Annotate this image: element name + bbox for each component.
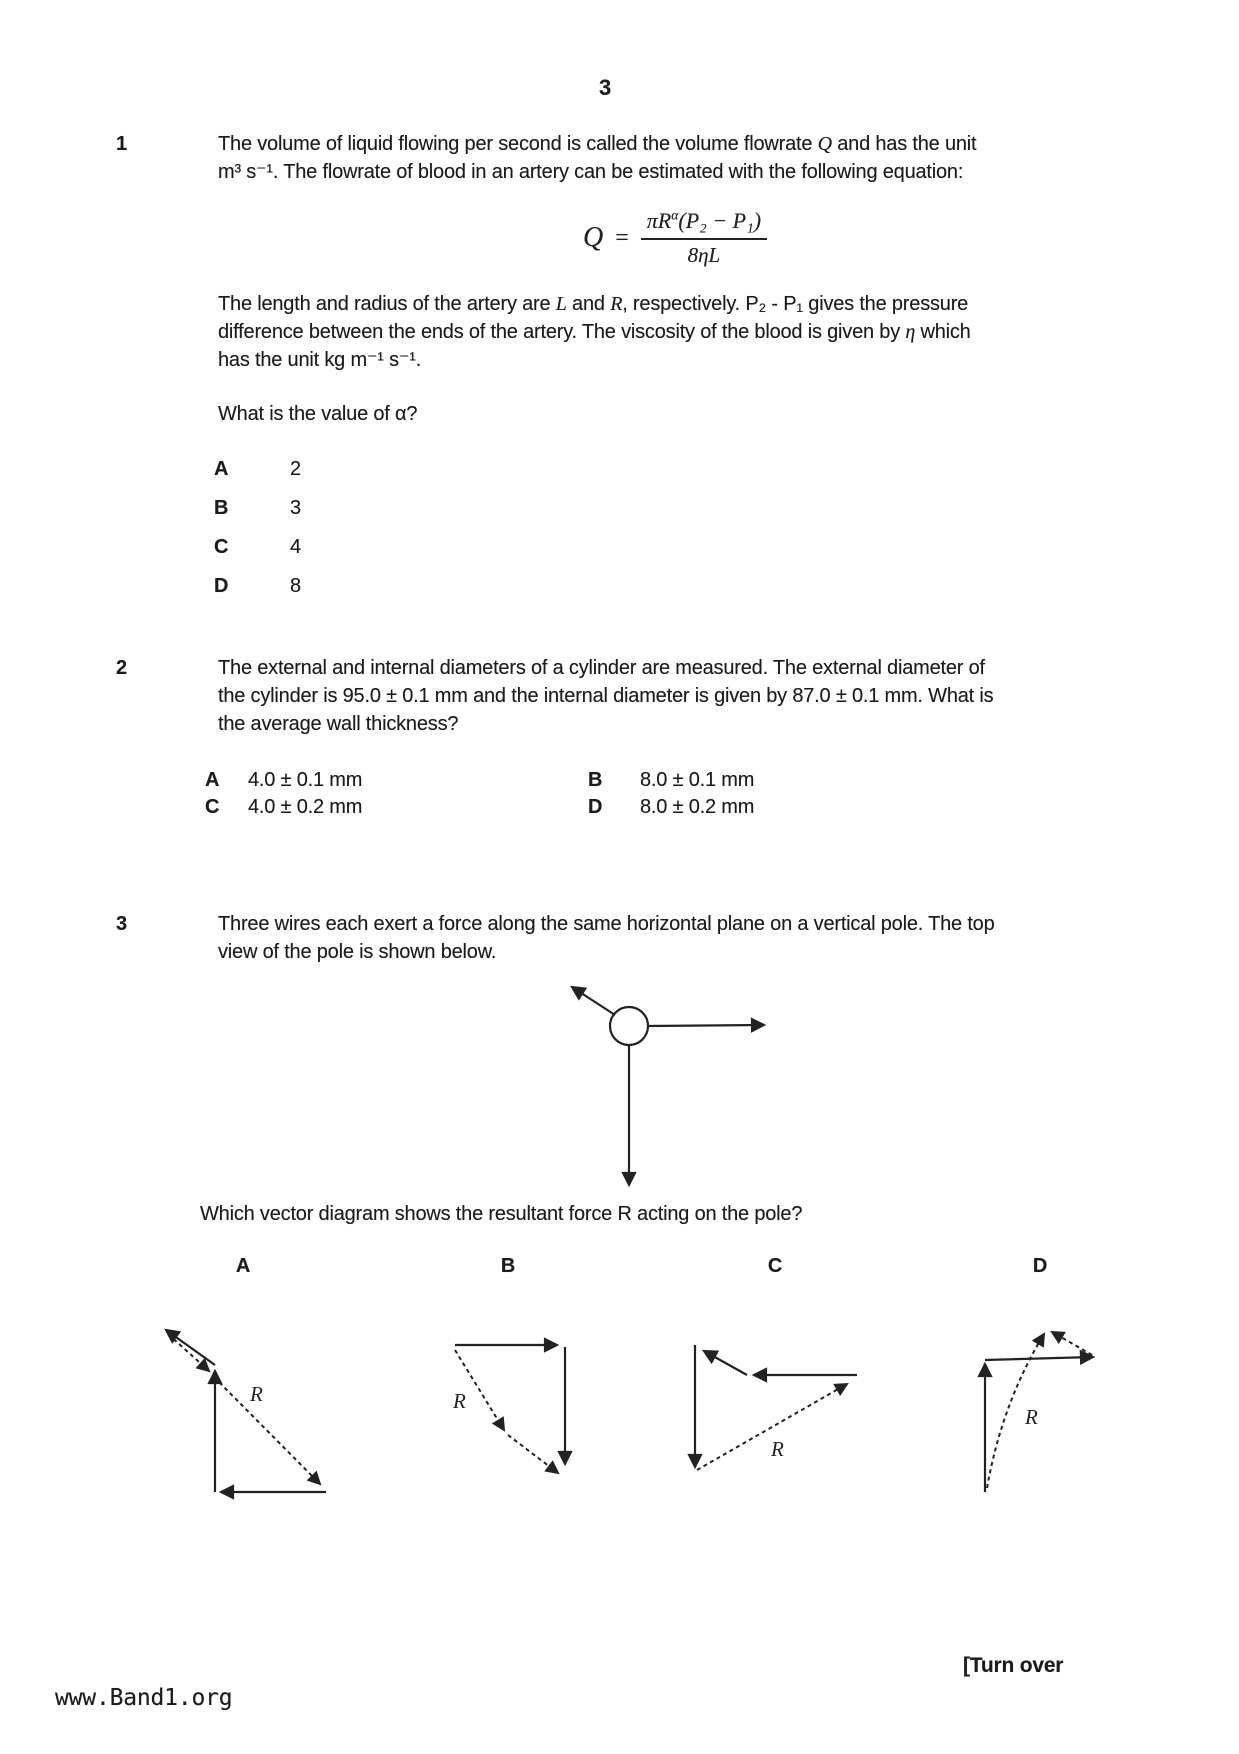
q1-option-a-value: 2 — [290, 458, 301, 480]
q1-para1-line2: m³ s⁻¹. The flowrate of blood in an artery can be estimated with the following equation: — [218, 161, 964, 183]
q2-line2: the cylinder is 95.0 ± 0.1 mm and the internal diameter is given by 87.0 ± 0.1 mm. What is — [218, 685, 994, 707]
force-arrow-east — [648, 1025, 764, 1026]
q1-equation — [583, 208, 767, 268]
q2-option-a-letter: A — [205, 769, 220, 791]
q2-option-a-value: 4.0 ± 0.1 mm — [248, 769, 363, 791]
vector-diagram-a — [130, 1305, 360, 1505]
q1-number: 1 — [116, 133, 127, 155]
pole-circle — [610, 1007, 648, 1045]
q2-option-b-letter: B — [588, 769, 603, 791]
q1-para1-line1: The volume of liquid flowing per second is called the volume flowrate Q and has the unit — [218, 133, 977, 155]
q3-line2: view of the pole is shown below. — [218, 941, 497, 963]
vector-northwest — [166, 1330, 215, 1365]
resultant-label: R — [250, 1382, 263, 1406]
q2-line1: The external and internal diameters of a cylinder are measured. The external diameter of — [218, 657, 985, 679]
q3-number: 3 — [116, 913, 127, 935]
resultant-dashed-segment-1 — [168, 1334, 209, 1371]
diagram-label-c: C — [767, 1255, 783, 1277]
q2-option-c-letter: C — [205, 796, 220, 818]
vector-diagram-b — [395, 1320, 605, 1490]
q1-para2-line3: has the unit kg m⁻¹ s⁻¹. — [218, 349, 422, 371]
resultant-dashed-segment-2 — [508, 1435, 558, 1473]
q1-question: What is the value of α? — [218, 403, 418, 425]
q3-question: Which vector diagram shows the resultant force R acting on the pole? — [200, 1203, 803, 1225]
equation-fraction — [641, 208, 767, 268]
force-arrow-northwest — [572, 987, 615, 1015]
q1-option-c-value: 4 — [290, 536, 301, 558]
diagram-label-d: D — [1032, 1255, 1048, 1277]
vector-northwest — [704, 1351, 747, 1375]
page-number: 3 — [598, 75, 612, 100]
vector-northwest-dashed — [1052, 1332, 1092, 1355]
equation-lhs: Q — [583, 222, 604, 253]
diagram-label-b: B — [500, 1255, 516, 1277]
q1-option-a-letter: A — [214, 458, 229, 480]
q2-option-d-value: 8.0 ± 0.2 mm — [640, 796, 755, 818]
vector-diagram-d — [940, 1308, 1120, 1508]
q2-option-b-value: 8.0 ± 0.1 mm — [640, 769, 755, 791]
resultant-label: R — [453, 1389, 466, 1413]
q2-number: 2 — [116, 657, 127, 679]
q1-para2-line2: difference between the ends of the artery. The viscosity of the blood is given by η which — [218, 321, 971, 343]
q1-option-b-value: 3 — [290, 497, 301, 519]
resultant-dashed-segment-2 — [214, 1377, 320, 1484]
q1-para2-line1: The length and radius of the artery are L and R, respectively. P₂ - P₁ gives the pressure — [218, 293, 969, 315]
vector-diagram-c — [655, 1320, 885, 1485]
q1-option-d-value: 8 — [290, 575, 301, 597]
q1-option-d-letter: D — [214, 575, 229, 597]
q1-option-c-letter: C — [214, 536, 229, 558]
equation-numerator: $\pi R^\alpha(P_2 - P_1)$ — [641, 208, 767, 240]
equation-equals: = — [615, 224, 629, 251]
vector-right — [985, 1357, 1093, 1360]
q2-line3: the average wall thickness? — [218, 713, 459, 735]
equation-denominator: 8ηL — [687, 243, 721, 267]
turn-over-note: [Turn over — [963, 1654, 1064, 1677]
q2-option-d-letter: D — [588, 796, 603, 818]
pole-top-view-diagram — [540, 958, 790, 1203]
resultant-label: R — [1025, 1405, 1038, 1429]
diagram-label-a: A — [235, 1255, 251, 1277]
q2-option-c-value: 4.0 ± 0.2 mm — [248, 796, 363, 818]
website-watermark: www.Band1.org — [55, 1685, 233, 1711]
q3-line1: Three wires each exert a force along the same horizontal plane on a vertical pole. The top — [218, 913, 995, 935]
resultant-label: R — [771, 1437, 784, 1461]
q1-option-b-letter: B — [214, 497, 229, 519]
